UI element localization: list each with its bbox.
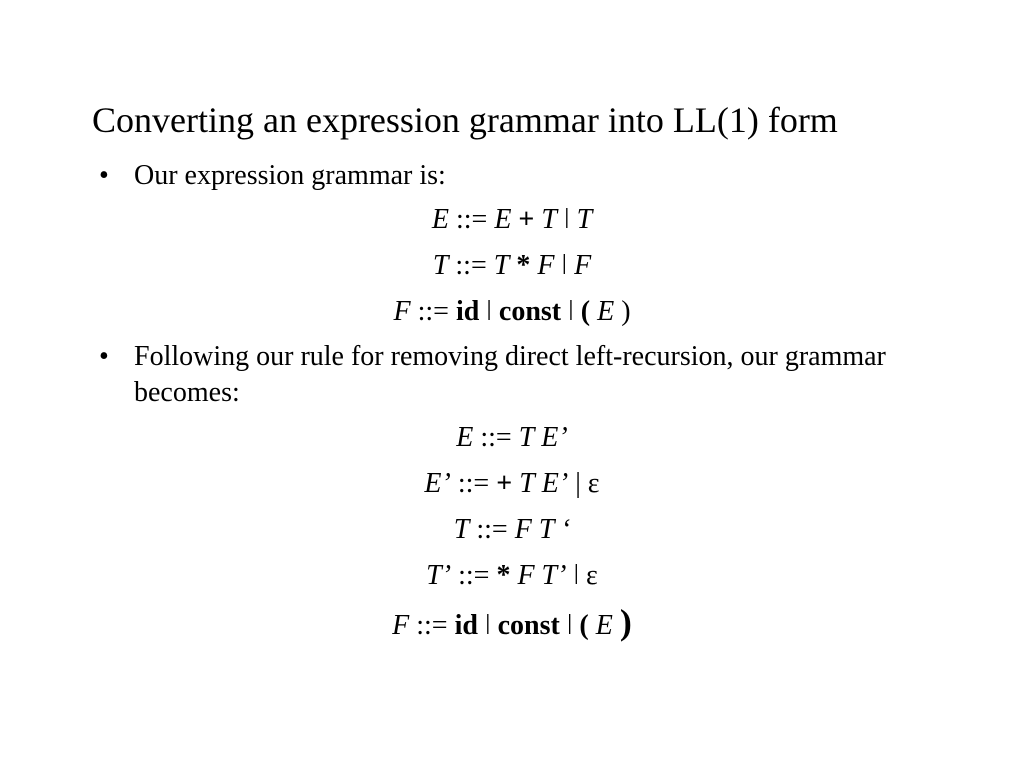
rule-token: E	[597, 296, 615, 327]
slide-title: Converting an expression grammar into LL(1) form	[92, 100, 838, 140]
rule-token	[532, 514, 539, 545]
rule-token	[535, 560, 542, 591]
rule-lhs: T	[453, 514, 470, 545]
bullet-text: Following our rule for removing direct left-recursion, our grammar becomes:	[134, 341, 886, 408]
grammar-rule	[0, 604, 1024, 644]
rule-token: T ‘	[538, 514, 571, 545]
rule-operator: ::=	[469, 514, 515, 545]
grammar-rule	[0, 512, 1024, 548]
rule-operator: ::=	[410, 296, 456, 327]
rule-token: T	[518, 422, 535, 453]
rule-token: F	[514, 514, 532, 545]
grammar-rule	[0, 558, 1024, 594]
rule-operator: ::=	[448, 250, 494, 281]
grammar-rule	[0, 294, 1024, 330]
rule-lhs: T	[432, 250, 449, 281]
rule-token: const	[497, 610, 560, 641]
rule-token: *	[496, 560, 511, 591]
rule-token: F	[517, 560, 535, 591]
grammar-rule	[0, 202, 1024, 238]
bullet-marker: •	[99, 160, 109, 191]
rule-operator: ::=	[448, 204, 495, 235]
rule-token: T	[576, 204, 593, 235]
rule-token: ǀ	[556, 204, 577, 235]
rule-token: T	[541, 204, 557, 235]
rule-token: id	[454, 610, 478, 641]
rule-token: F	[574, 250, 592, 281]
rule-token: )	[614, 296, 631, 327]
rule-token: E’	[541, 468, 569, 499]
rule-lhs: E	[456, 422, 474, 453]
grammar-rule	[0, 248, 1024, 284]
rule-lhs: E’	[424, 468, 451, 499]
rule-operator: ::=	[451, 560, 497, 591]
rule-token: E’	[541, 422, 568, 453]
bullet-marker: •	[99, 341, 109, 372]
rule-token: E	[494, 204, 512, 235]
rule-lhs: F	[393, 296, 411, 327]
rule-operator: ::=	[409, 610, 455, 641]
rule-token: )	[619, 602, 632, 642]
rule-token: (	[579, 610, 589, 641]
rule-token: | ε	[568, 468, 600, 499]
rule-token: const	[498, 296, 562, 327]
rule-token: ǀ	[477, 610, 498, 641]
rule-token: F	[537, 250, 555, 281]
rule-operator: ::=	[450, 468, 497, 499]
rule-lhs: E	[431, 204, 449, 235]
rule-token: ǀ	[559, 610, 580, 641]
rule-token	[589, 610, 596, 641]
rule-token: ǀ	[561, 296, 581, 327]
bullet-text: Our expression grammar is:	[134, 160, 446, 191]
rule-lhs: T’	[426, 560, 452, 591]
rule-token: *	[516, 250, 531, 281]
rule-token: T	[519, 468, 535, 499]
rule-token: E	[595, 610, 613, 641]
grammar-rule	[0, 466, 1024, 502]
rule-token	[613, 610, 620, 641]
rule-operator: ::=	[473, 422, 519, 453]
rule-token: (	[580, 296, 591, 327]
rule-token: id	[455, 296, 480, 327]
rule-token: +	[496, 468, 513, 499]
grammar-rule	[0, 420, 1024, 456]
rule-lhs: F	[392, 610, 410, 641]
rule-token: ǀ	[554, 250, 575, 281]
rule-token: T’	[541, 560, 567, 591]
rule-token: ǀ ε	[566, 560, 598, 591]
rule-token: T	[493, 250, 510, 281]
rule-token: ǀ	[479, 296, 499, 327]
rule-token	[535, 468, 542, 499]
rule-token: +	[518, 204, 535, 235]
